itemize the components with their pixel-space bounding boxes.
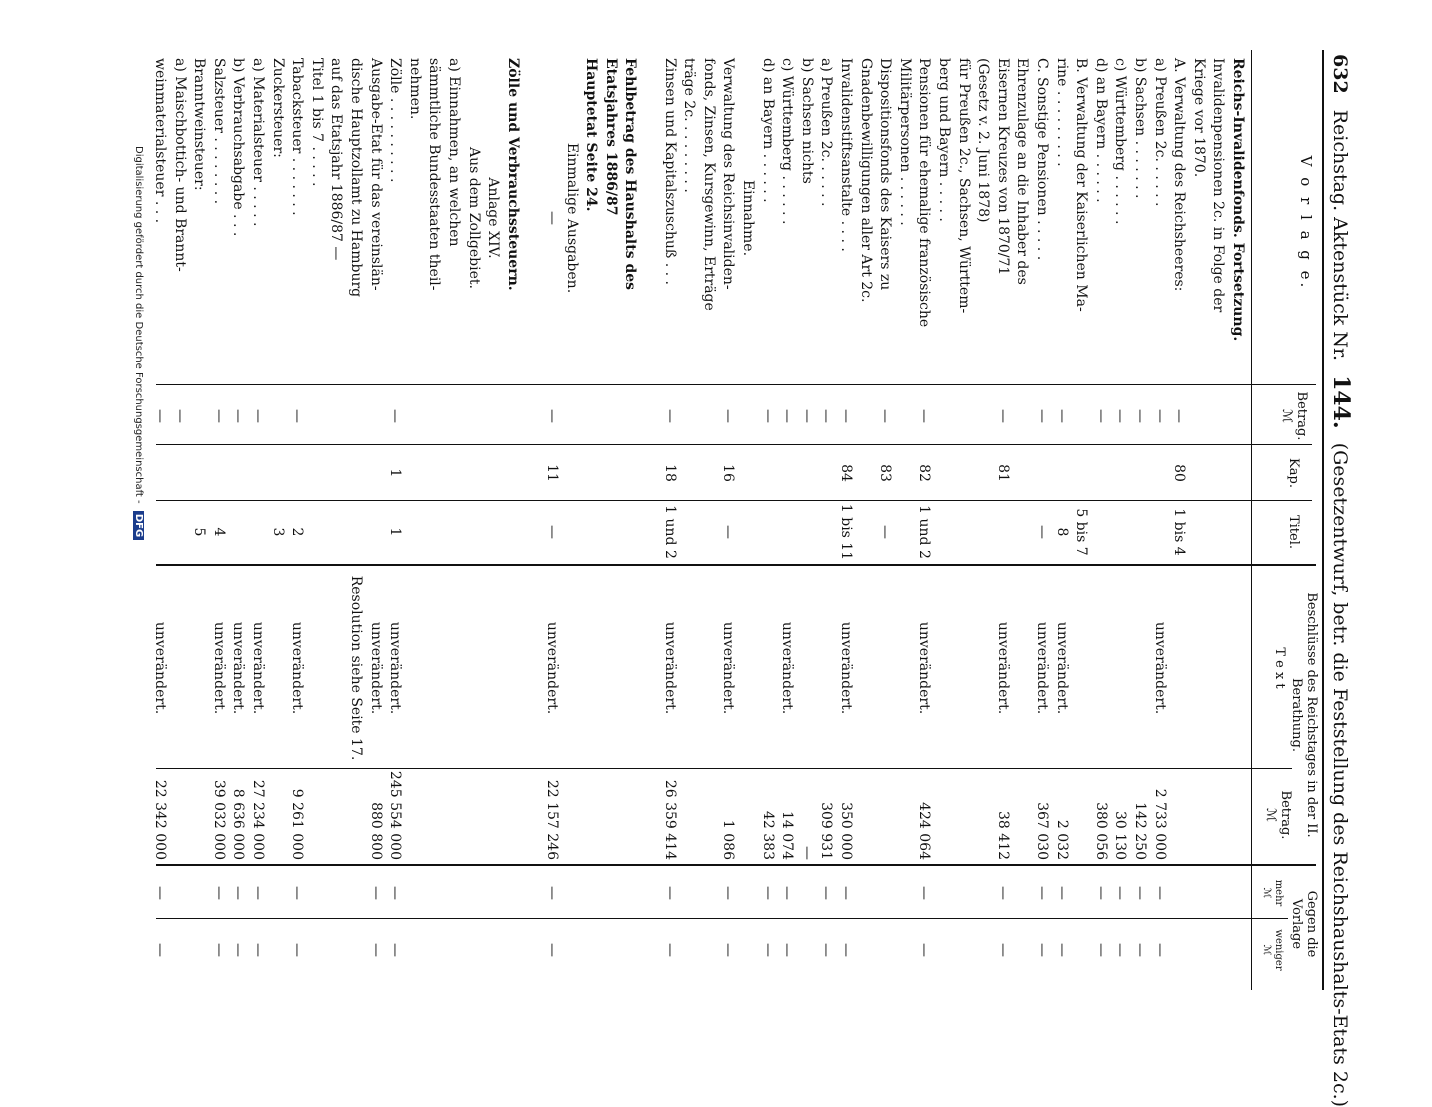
row-text: unverändert. <box>210 621 227 715</box>
row-weniger: — <box>210 943 227 957</box>
col-amount-label: Betrag. <box>1278 790 1293 840</box>
row-label: träge 2c. . . . . . . . . <box>681 58 698 193</box>
row-text: unverändert. <box>1034 621 1050 715</box>
row-label: Anlage XIV. <box>485 177 502 259</box>
row-mehr: — <box>818 886 835 900</box>
heading-rule <box>1251 50 1252 990</box>
row-label: B. Verwaltung der Kaiserlichen Ma- <box>1073 58 1090 312</box>
row-weniger: — <box>289 943 306 957</box>
col-divider <box>156 768 1292 769</box>
row-weniger: — <box>994 943 1011 957</box>
row-betrag: — <box>1171 409 1188 423</box>
document-number: 144. <box>1328 375 1354 429</box>
row-label: Etatsjahres 1886/87 <box>602 58 619 216</box>
row-amount: 880 800 <box>367 802 384 860</box>
row-label: Reichs-Invalidenfonds. Fortsetzung. <box>1230 58 1246 342</box>
row-label: A. Verwaltung des Reichsheeres: <box>1171 58 1188 292</box>
row-label: Zinsen und Kapitalszuschuß . . . <box>661 58 678 285</box>
row-mehr: — <box>661 886 678 900</box>
row-amount: 1 086 <box>720 819 737 860</box>
row-betrag: — <box>720 409 737 423</box>
row-text: unverändert. <box>250 621 266 715</box>
row-label: Ehrenzulage an die Inhaber des <box>1014 58 1031 285</box>
row-amount: — <box>798 846 815 860</box>
row-betrag: — <box>759 409 776 423</box>
row-betrag: — <box>994 409 1011 423</box>
row-amount: 39 032 000 <box>210 779 227 860</box>
row-weniger: — <box>1112 943 1129 957</box>
row-mehr: — <box>544 886 560 900</box>
row-label: C. Sonstige Pensionen . . . . . <box>1034 58 1050 261</box>
row-mehr: — <box>1132 886 1148 900</box>
row-amount: 8 636 000 <box>230 788 247 860</box>
row-kap: 82 <box>916 464 933 482</box>
row-mehr: — <box>210 886 227 900</box>
row-label: Einnahme. <box>740 179 756 257</box>
row-label: Zuckersteuer: <box>269 58 286 158</box>
row-titel: — <box>1034 525 1050 539</box>
row-titel: 4 <box>210 527 227 537</box>
row-amount: 9 261 000 <box>289 788 306 860</box>
row-weniger: — <box>152 943 168 957</box>
row-weniger: — <box>661 943 678 957</box>
row-mehr: — <box>779 886 796 900</box>
row-label: Zölle und Verbrauchssteuern. <box>504 58 521 291</box>
header-rule <box>1322 50 1324 990</box>
row-betrag: — <box>661 409 678 423</box>
row-mehr: — <box>720 886 737 900</box>
row-kap: 11 <box>544 464 560 482</box>
row-label: nehmen. <box>406 58 423 120</box>
row-label: (Gesetz v. 2. Juni 1878) <box>975 58 992 223</box>
row-amount: 26 359 414 <box>661 779 678 860</box>
row-label: Kriege vor 1870. <box>1190 58 1207 178</box>
row-label: Militärpersonen . . . . . . <box>896 58 913 226</box>
row-betrag: — <box>877 409 894 423</box>
row-text: unverändert. <box>779 621 796 715</box>
row-weniger: — <box>779 943 796 957</box>
col-mehr-unit: ℳ <box>1261 887 1273 899</box>
col-text: T e x t <box>1272 647 1287 689</box>
row-label: Invalidenpensionen 2c. in Folge der <box>1210 58 1227 313</box>
col-divider <box>156 444 1312 445</box>
row-weniger: — <box>759 943 776 957</box>
row-label: a) Preußen 2c. . . . . . <box>1151 58 1168 207</box>
col-titel: Titel. <box>1286 514 1301 550</box>
row-weniger: — <box>1151 943 1168 957</box>
row-text: unverändert. <box>1053 621 1070 715</box>
row-weniger: — <box>916 943 933 957</box>
row-text: Resolution siehe Seite 17. <box>348 575 364 761</box>
row-amount: 2 032 <box>1053 819 1070 860</box>
row-mehr: — <box>230 886 247 900</box>
row-mehr: — <box>1151 886 1168 900</box>
row-titel: — <box>720 525 737 539</box>
row-betrag: — <box>1034 409 1050 423</box>
row-label: a) Maischbottich- und Brannt- <box>171 58 188 272</box>
col-betrag-label: Betrag. <box>1294 391 1309 441</box>
col-divider <box>156 564 1316 566</box>
col-weniger-unit: ℳ <box>1261 944 1273 956</box>
col-weniger-label: weniger <box>1273 929 1284 971</box>
row-label: Fehlbetrag des Haushalts des <box>622 58 639 291</box>
row-text: unverändert. <box>1151 621 1168 715</box>
col-divider <box>156 864 1316 866</box>
row-titel: 1 und 2 <box>916 505 933 559</box>
row-label: c) Württemberg . . . . . . <box>779 58 796 225</box>
row-mehr: — <box>250 886 266 900</box>
row-kap: 18 <box>661 464 678 482</box>
row-label: weinmaterialsteuer . . . <box>152 58 168 224</box>
row-weniger: — <box>387 943 404 957</box>
digitization-note-text: Digitalisierung gefördert durch die Deutsche Forschungsgemeinschaft - <box>133 146 144 504</box>
row-label: dische Hauptzollamt zu Hamburg <box>348 58 364 298</box>
row-betrag: — <box>1092 409 1109 423</box>
row-text: unverändert. <box>289 621 306 715</box>
row-label: fonds, Zinsen, Kursgewinn, Erträge <box>700 58 717 311</box>
row-label: a) Preußen 2c. . . . . . <box>818 58 835 207</box>
row-label: auf das Etatsjahr 1886/87 — <box>328 58 345 261</box>
row-betrag: — <box>916 409 933 423</box>
row-label: d) an Bayern . . . . . . <box>759 58 776 203</box>
col-divider <box>156 918 1288 919</box>
row-titel: 1 bis 11 <box>838 503 854 561</box>
row-weniger: — <box>1053 943 1070 957</box>
row-betrag: — <box>1151 409 1168 423</box>
row-label: b) Verbrauchsabgabe . . . <box>230 58 247 237</box>
col-vorlage: V o r l a g e. <box>1297 155 1315 291</box>
row-label: b) Sachsen . . . . . . . <box>1132 58 1148 199</box>
row-label: Invalidenstiftsanstalte . . . . <box>838 58 854 252</box>
row-mehr: — <box>759 886 776 900</box>
row-kap: 80 <box>1171 464 1188 482</box>
row-mehr: — <box>289 886 306 900</box>
row-betrag: — <box>798 409 815 423</box>
row-amount: 350 000 <box>838 802 854 860</box>
row-weniger: — <box>1034 943 1050 957</box>
row-amount: 245 554 000 <box>387 770 404 860</box>
row-text: unverändert. <box>387 621 404 715</box>
row-amount: 2 733 000 <box>1151 788 1168 860</box>
col-kap: Kap. <box>1286 458 1301 488</box>
row-weniger: — <box>838 943 854 957</box>
row-mehr: — <box>1092 886 1109 900</box>
row-kap: 16 <box>720 464 737 482</box>
row-label: Titel 1 bis 7 . . . . . <box>308 58 325 187</box>
row-amount: 367 030 <box>1034 802 1050 860</box>
row-text: unverändert. <box>544 621 560 715</box>
row-label: — <box>544 211 560 225</box>
row-weniger: — <box>367 943 384 957</box>
row-amount: 142 250 <box>1132 802 1148 860</box>
row-kap: 81 <box>994 464 1011 482</box>
row-kap: 84 <box>838 464 854 482</box>
row-titel: — <box>877 525 894 539</box>
row-text: unverändert. <box>152 621 168 715</box>
row-mehr: — <box>1034 886 1050 900</box>
row-kap: 1 <box>387 468 404 478</box>
row-betrag: — <box>838 409 854 423</box>
row-label: sämmtliche Bundesstaaten theil- <box>426 58 443 291</box>
row-amount: 14 074 <box>779 811 796 860</box>
row-label: Dispositionsfonds des Kaisers zu <box>877 58 894 291</box>
row-betrag: — <box>779 409 796 423</box>
row-betrag: — <box>544 409 560 423</box>
row-text: unverändert. <box>720 621 737 715</box>
page-header <box>1328 54 1354 1107</box>
row-titel: — <box>544 525 560 539</box>
digitization-note <box>133 146 144 540</box>
row-titel: 8 <box>1053 527 1070 537</box>
row-label: a) Einnahmen, an welchen <box>446 58 462 247</box>
col-mehr-label: mehr <box>1273 879 1284 907</box>
row-amount: 42 383 <box>759 811 776 860</box>
row-titel: 1 bis 4 <box>1171 508 1188 556</box>
row-mehr: — <box>1053 886 1070 900</box>
row-betrag: — <box>230 409 247 423</box>
row-label: c) Württemberg . . . . . . <box>1112 58 1129 225</box>
row-label: Zölle . . . . . . . . . . <box>387 58 404 183</box>
row-amount: 30 130 <box>1112 811 1129 860</box>
row-weniger: — <box>544 943 560 957</box>
row-text: unverändert. <box>230 621 247 715</box>
row-weniger: — <box>720 943 737 957</box>
row-label: Salzsteuer . . . . . . . . <box>210 58 227 205</box>
row-weniger: — <box>250 943 266 957</box>
row-kap: 83 <box>877 464 894 482</box>
col-weniger <box>1261 922 1284 978</box>
col-divider <box>156 384 1316 385</box>
row-label: Ausgabe-Etat für das vereinslän- <box>367 58 384 291</box>
row-titel: 5 bis 7 <box>1073 508 1090 556</box>
row-titel: 3 <box>269 527 286 537</box>
row-betrag: — <box>171 409 188 423</box>
row-amount: 38 412 <box>994 811 1011 860</box>
row-betrag: — <box>1132 409 1148 423</box>
row-amount: 424 064 <box>916 802 933 860</box>
row-mehr: — <box>1112 886 1129 900</box>
row-label: für Preußen 2c., Sachsen, Württem- <box>955 58 972 314</box>
row-betrag: — <box>387 409 404 423</box>
row-text: unverändert. <box>367 621 384 715</box>
row-text: unverändert. <box>916 621 933 715</box>
row-weniger: — <box>230 943 247 957</box>
row-amount: 380 056 <box>1092 802 1109 860</box>
col-betrag <box>1278 388 1308 444</box>
row-label: Eisernen Kreuzes von 1870/71 <box>994 58 1011 276</box>
row-titel: 1 und 2 <box>661 505 678 559</box>
row-label: Branntweinsteuer: <box>191 58 208 191</box>
header-left: Reichstag. Aktenstück Nr. <box>1329 109 1351 362</box>
row-text: unverändert. <box>838 621 854 715</box>
page-number: 632 <box>1329 54 1351 94</box>
col-divider <box>156 500 1312 501</box>
row-mehr: — <box>838 886 854 900</box>
col-gegen: Gegen die Vorlage <box>1289 890 1319 958</box>
header-right: (Gesetzentwurf, betr. die Feststellung des Reichshaushalts-Etats 2c.) <box>1329 442 1351 1107</box>
row-label: Verwaltung des Reichsinvaliden- <box>720 58 737 290</box>
row-titel: 2 <box>289 527 306 537</box>
row-amount: 22 342 000 <box>152 779 168 860</box>
row-betrag: — <box>818 409 835 423</box>
row-titel: 5 <box>191 527 208 537</box>
row-label: Einmalige Ausgaben. <box>563 142 580 294</box>
row-amount: 22 157 246 <box>544 779 560 860</box>
row-label: Hauptetat Seite 24. <box>583 58 600 212</box>
col-mehr <box>1261 870 1284 916</box>
row-label: a) Materialsteuer . . . . . <box>250 58 266 227</box>
row-mehr: — <box>916 886 933 900</box>
row-label: Tabacksteuer . . . . . . . <box>289 58 306 216</box>
row-titel: 1 <box>387 527 404 537</box>
row-amount: 309 931 <box>818 802 835 860</box>
row-text: unverändert. <box>661 621 678 715</box>
col-amount <box>1262 770 1292 860</box>
col-betrag-unit: ℳ <box>1279 409 1295 423</box>
row-mehr: — <box>387 886 404 900</box>
row-weniger: — <box>1132 943 1148 957</box>
row-label: b) Sachsen nichts <box>798 58 815 184</box>
row-label: rine . . . . . . . . . <box>1053 58 1070 167</box>
row-mehr: — <box>367 886 384 900</box>
row-label: Pensionen für ehemalige französische <box>916 58 933 328</box>
rotated-page <box>112 36 1372 1107</box>
col-beschluesse: Beschlüsse des Reichstages in der II. Berathung. <box>1289 592 1319 838</box>
dfg-logo: DFG <box>133 511 144 540</box>
row-mehr: — <box>994 886 1011 900</box>
row-label: Gnadenbewilligungen aller Art 2c. <box>857 58 874 303</box>
row-label: d) an Bayern . . . . . . <box>1092 58 1109 203</box>
row-label: berg und Bayern . . . . . <box>936 58 952 222</box>
row-betrag: — <box>210 409 227 423</box>
row-text: unverändert. <box>994 621 1011 715</box>
row-betrag: — <box>1112 409 1129 423</box>
row-label: Aus dem Zollgebiet. <box>465 147 482 289</box>
col-amount-unit: ℳ <box>1263 808 1279 822</box>
row-amount: 27 234 000 <box>250 779 266 860</box>
row-betrag: — <box>289 409 306 423</box>
row-betrag: — <box>250 409 266 423</box>
row-weniger: — <box>1092 943 1109 957</box>
row-mehr: — <box>152 886 168 900</box>
row-betrag: — <box>1053 409 1070 423</box>
row-betrag: — <box>152 409 168 423</box>
row-weniger: — <box>818 943 835 957</box>
